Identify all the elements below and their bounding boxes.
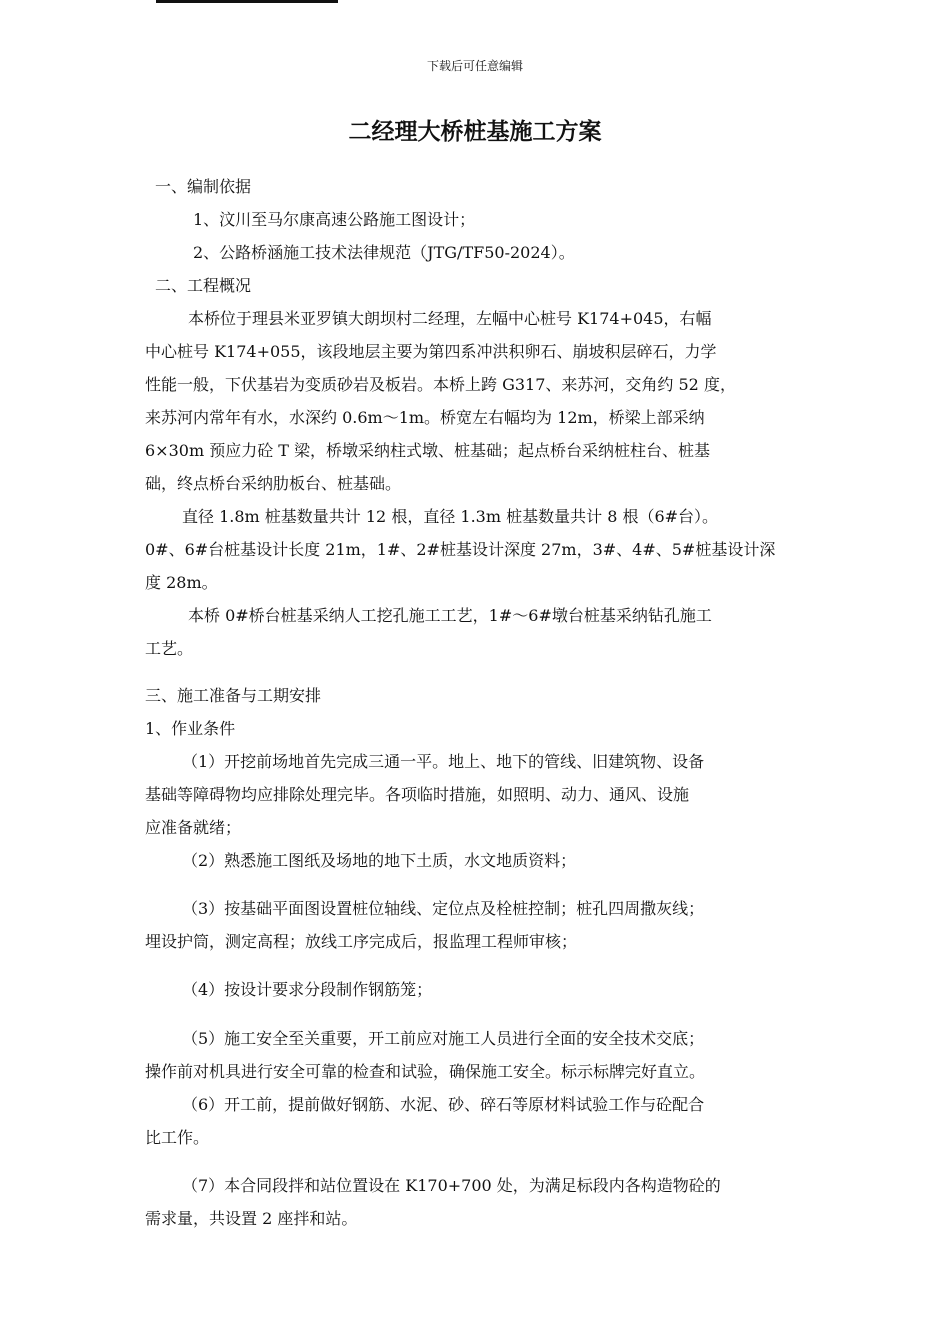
condition-item-3: 埋设护筒，测定高程；放线工序完成后，报监理工程师审核；: [145, 932, 578, 951]
condition-item-6: 比工作。: [145, 1128, 210, 1147]
header-note: 下载后可任意编辑: [426, 59, 523, 73]
process-line: 本桥 0#桥台桩基采纳人工挖孔施工工艺，1#～6#墩台桩基采纳钻孔施工: [188, 606, 712, 625]
overview-line: 6×30m 预应力砼 T 梁，桥墩采纳柱式墩、桩基础；起点桥台采纳桩柱台、桩基: [145, 441, 711, 460]
section-heading-1: 一、编制依据: [155, 177, 252, 196]
condition-item-1: 应准备就绪；: [145, 818, 242, 837]
condition-item-1: 基础等障碍物均应排除处理完毕。各项临时措施，如照明、动力、通风、设施: [145, 785, 690, 804]
condition-item-7: （7）本合同段拌和站位置设在 K170+700 处，为满足标段内各构造物砼的: [182, 1176, 721, 1195]
basis-item-1: 1、汶川至马尔康高速公路施工图设计；: [193, 210, 476, 229]
process-line: 工艺。: [145, 639, 194, 658]
top-rule: [156, 0, 338, 3]
condition-item-5: （5）施工安全至关重要，开工前应对施工人员进行全面的安全技术交底；: [182, 1029, 705, 1048]
section-heading-3: 三、施工准备与工期安排: [145, 686, 322, 705]
condition-item-7: 需求量，共设置 2 座拌和站。: [145, 1209, 358, 1228]
subsection-heading: 1、作业条件: [145, 719, 236, 738]
overview-line: 本桥位于理县米亚罗镇大朗坝村二经理，左幅中心桩号 K174+045，右幅: [188, 309, 712, 328]
overview-line: 础，终点桥台采纳肋板台、桩基础。: [145, 474, 402, 493]
pile-quantity-line: 度 28m。: [145, 573, 218, 592]
condition-item-4: （4）按设计要求分段制作钢筋笼；: [182, 980, 433, 999]
overview-line: 性能一般，下伏基岩为变质砂岩及板岩。本桥上跨 G317、来苏河，交角约 52 度，: [145, 375, 736, 394]
basis-item-2: 2、公路桥涵施工技术法律规范（JTG/TF50-2024）。: [193, 243, 575, 262]
condition-item-1: （1）开挖前场地首先完成三通一平。地上、地下的管线、旧建筑物、设备: [182, 752, 705, 771]
overview-line: 来苏河内常年有水，水深约 0.6m～1m。桥宽左右幅均为 12m，桥梁上部采纳: [145, 408, 705, 427]
pile-quantity-line: 直径 1.8m 桩基数量共计 12 根，直径 1.3m 桩基数量共计 8 根（6#台）。: [182, 507, 719, 526]
section-heading-2: 二、工程概况: [155, 276, 252, 295]
condition-item-3: （3）按基础平面图设置桩位轴线、定位点及栓桩控制；桩孔四周撒灰线；: [182, 899, 705, 918]
condition-item-2: （2）熟悉施工图纸及场地的地下土质，水文地质资料；: [182, 851, 577, 870]
overview-line: 中心桩号 K174+055，该段地层主要为第四系冲洪积卵石、崩坡积层碎石，力学: [145, 342, 717, 361]
pile-quantity-line: 0#、6#台桩基设计长度 21m，1#、2#桩基设计深度 27m，3#、4#、5#桩基设计深: [145, 540, 776, 559]
condition-item-5: 操作前对机具进行安全可靠的检查和试验，确保施工安全。标示标牌完好直立。: [145, 1062, 706, 1081]
condition-item-6: （6）开工前，提前做好钢筋、水泥、砂、碎石等原材料试验工作与砼配合: [182, 1095, 705, 1114]
document-title: 二经理大桥桩基施工方案: [348, 119, 602, 145]
